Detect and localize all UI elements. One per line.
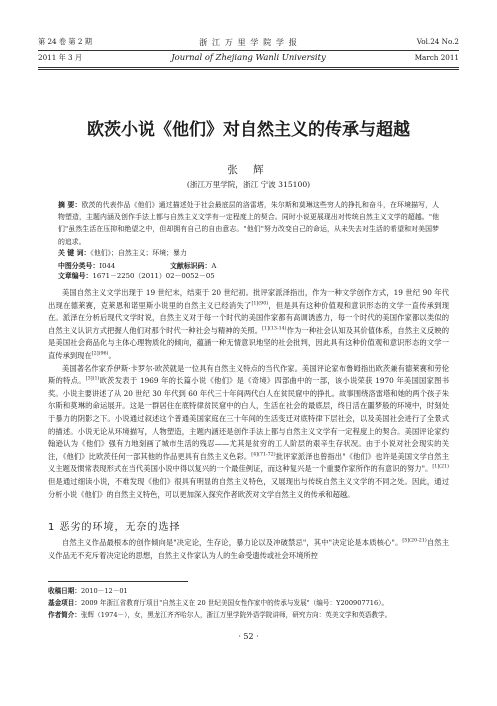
article-title: 欧茨小说《他们》对自然主义的传承与超越 — [87, 120, 410, 140]
abstract — [58, 199, 439, 248]
header-divider — [38, 50, 459, 51]
journal-name-cn: 浙 江 万 里 学 院 学 报 — [199, 37, 298, 47]
footnote-divider — [48, 581, 188, 582]
keywords-text: 《他们》；自然主义；环境；暴力 — [90, 249, 187, 257]
publication-date-en: March 2011 — [414, 53, 459, 62]
footnote-author: 作者简介：张辉（1974－），女，黑龙江齐齐哈尔人，浙江万里学院外语学院讲师，研究方向：英美文学和英语教学。 — [48, 611, 392, 619]
header-rule-thick — [38, 67, 459, 68]
classification-line — [58, 260, 439, 280]
paragraph-2: 美国著名作家乔伊斯·卡罗尔·欧茨就是一位具有自然主义特点的当代作家。美国评论家布鲁姆指出欧茨兼有德莱赛和劳伦斯的特点。$^{[3](1)}$欧茨发表于 1969 年的长篇小说《他们》是《奇境》四部曲中的一部，该小说荣获 1970 年美国国家图书奖。小说主要讲述了从 20 世纪 30 年代到 60 年代三十年间两代白人在贫民窟中的挣扎。故事围绕洛雷塔和她的两个孩子朱尔斯和莫琳的命运展开。这是一群居住在底特律贫民窟中的白人，生活在社会的最底层，终日活在噩梦般的环境中，时刻处于暴力的阴影之下。小说通过叙述这个普通美国家庭在三十年间的生活变迁对底特律下层社会，以及美国社会进行了全景式的描述。小说无论从环境描写，人物塑造，主题内涵还是创作手法上都与自然主义文学有一定程度上的契合。美国评论家约翰逊认为《他们》强有力地刻画了城市生活的残忍——尤其是贫穷的工人阶层的艰辛生存状况。由于小说对社会现实的关注，《他们》比欧茨任何一部其他的作品更具有自然主义色彩。$^{[4](71-72)}$批评家派泽也曾指出"《他们》也许是美国文学自然主义主题及惯常表现形式在当代美国小说中得以复兴的一个最佳例证，而这种复兴是一个重要作家所作的有意识的努力"。$^{[1](21)}$但是通过细读小说，不难发现《他们》很具有明显的自然主义特色，又展现出与传统自然主义文学的不同之处。因此，通过分析小说《他们》的自然主义特色，可以更加深入探究作者欧茨对文学自然主义的传承和超越。 — [48, 363, 450, 499]
paragraph-1: 美国自然主义文学出现于 19 世纪末，结束于 20 世纪初。批评家派泽指出，作为一种文学创作方式，19 世纪 90 年代出现在德莱赛，克莱恩和诺里斯小说里的自然主义已经消失了$^{[1](90)}$，但是具有这种价值观和意识形态的文学一直传承到现在。派泽在分析后现代文学时说，自然主义对于每一个时代的美国作家都有高调诱惑力，每一个时代的美国作家都以类似的自然主义认识方式把握人他们对那个时代一种社会与精神的关照。$^{[1](13-14)}$作为一种社会认知及其价值体系，自然主义反映的是美国社会商品化与主体心理物质化的倾向，蕴涵一种无情意识地坚的社会批判，因此具有这种价值观和意识形态的文学一直传承到现在$^{[2](96)}$。 — [48, 288, 450, 360]
page-number: · 52 · — [238, 632, 259, 641]
author-name: 张 辉 — [227, 164, 270, 176]
volume-issue: 第 24 卷 第 2 期 — [38, 37, 92, 46]
publication-date: 2011 年 3 月 — [38, 53, 83, 62]
journal-name-en: Journal of Zhejiang Wanli University — [171, 52, 326, 62]
keywords — [58, 247, 439, 257]
section-heading: 1 恶劣的环境，无奈的选择 — [48, 522, 181, 533]
running-header — [38, 34, 459, 68]
article-number-value: 1671－2250（2011）02－0052－05 — [92, 272, 215, 280]
citation-ref: [1](13-14) — [262, 326, 287, 332]
volume-issue-en: Vol.24 No.2 — [416, 37, 459, 46]
citation-ref: [1](90) — [251, 301, 269, 307]
article-body — [48, 287, 449, 501]
citation-ref: [2](96) — [91, 351, 109, 357]
citation-ref: [3](1) — [85, 376, 100, 382]
article-body-continued — [48, 537, 449, 562]
abstract-text: 欧茨的代表作品《他们》通过描述处于社会最底层的洛雷塔，朱尔斯和莫琳这些穷人的挣扎和奋斗，在环境描写，人物塑造，主题内涵及创作手法上都与自然主义文学有一定程度上的契合。同时小说更展现出对传统自然主义文学的超越。"他们"虽然生活在压抑和绝望之中，但却拥有自己的自由意志。"他们"努力改变自己的命运，从未失去对生活的希望和对美国梦的追求。 — [58, 201, 439, 246]
clc-value: I044 — [99, 262, 116, 270]
doc-code-label: 文献标识码： — [170, 262, 212, 270]
author-affiliation: (浙江万里学院，浙江 宁波 315100) — [186, 180, 311, 189]
abstract-label: 摘 要： — [58, 201, 82, 209]
citation-ref: [5](20-21) — [402, 538, 427, 544]
footnote-received: 收稿日期：2010－12－01 — [48, 587, 128, 595]
keywords-label: 关 键 词： — [58, 249, 91, 257]
clc-label: 中图分类号： — [58, 262, 100, 270]
footnote-fund: 基金项目：2009 年浙江省教育厅项目"自然主义在 20 世纪美国女性作家中的传承与发展"（编号：Y200907716）。 — [48, 599, 389, 607]
citation-ref: [1](21) — [432, 464, 449, 470]
citation-ref: [4](71-72) — [251, 452, 276, 458]
paragraph-3: 自然主义作品最根本的创作倾向是"决定论，生存论，暴力论以及冲破禁忌"，其中"决定论是本质核心"。$^{[5](20-21)}$自然主义作品无不充斥着决定论的思想，自然主义作家认为人的生命受遗传或社会环境所控 — [48, 538, 450, 560]
header-rule-thin — [38, 69, 459, 70]
doc-code-value: A — [211, 262, 217, 270]
article-number-label: 文章编号： — [58, 272, 93, 280]
footnotes — [48, 585, 449, 621]
